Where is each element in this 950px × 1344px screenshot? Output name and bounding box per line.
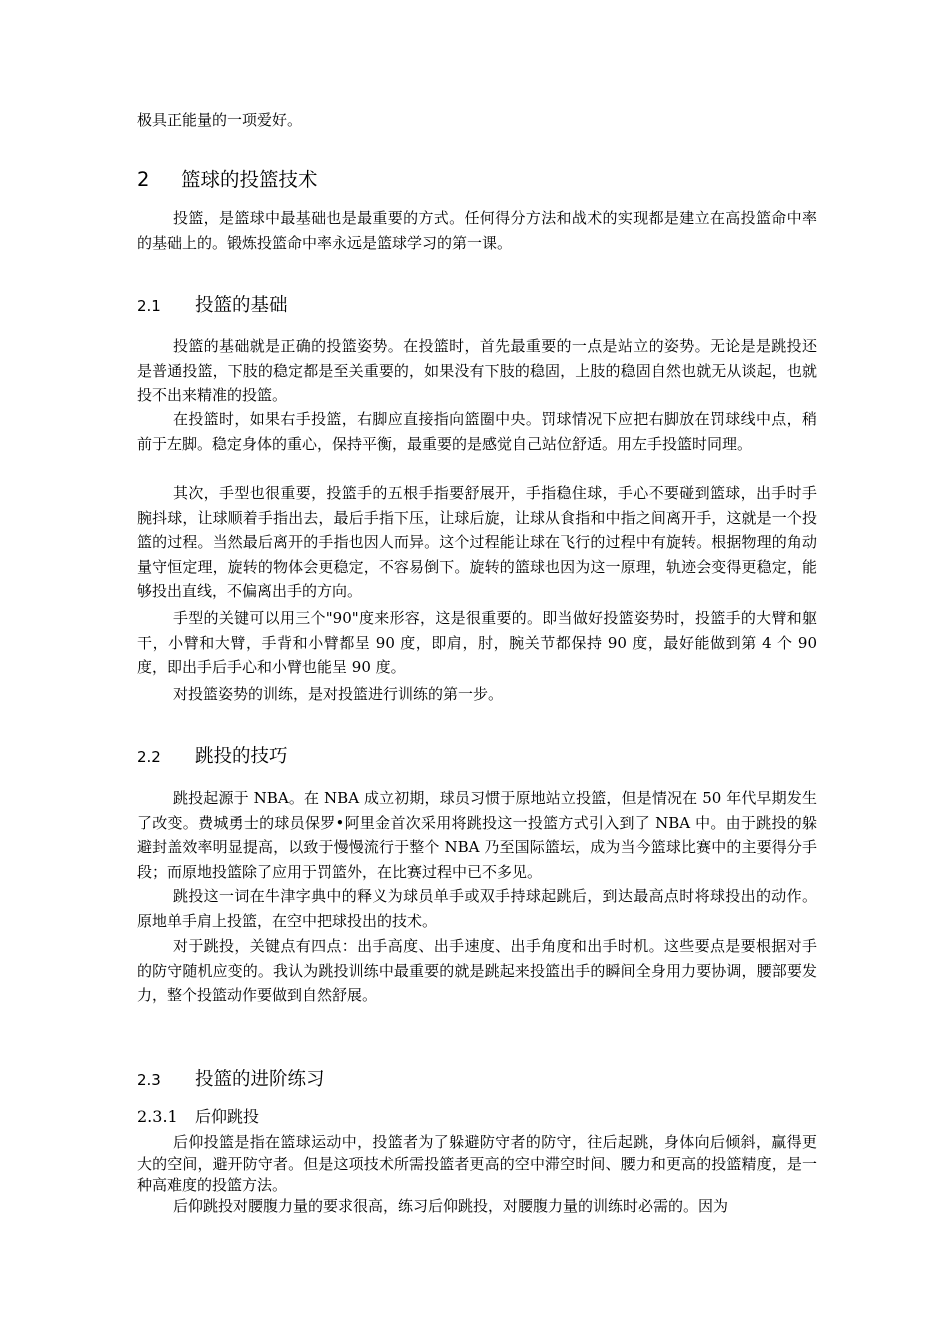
section-2-title: 篮球的投篮技术 <box>181 168 318 191</box>
section-2-3-title: 投篮的进阶练习 <box>195 1069 325 1090</box>
section-2-2-paragraph-2: 跳投这一词在牛津字典中的释义为球员单手或双手持球起跳后，到达最高点时将球投出的动作。原地单手肩上投篮，在空中把球投出的技术。 <box>137 887 817 930</box>
continuation-paragraph: 极具正能量的一项爱好。 <box>137 111 303 129</box>
section-2-1-paragraph-1: 投篮的基础就是正确的投篮姿势。在投篮时，首先最重要的一点是站立的姿势。无论是是跳投还是普通投篮，下肢的稳定都是至关重要的，如果没有下肢的稳固，上肢的稳固自然也就无从谈起，也就投不出来精准的投篮。 <box>137 337 817 404</box>
section-2-3-1-heading <box>137 1106 259 1128</box>
section-2-1-number: 2.1 <box>137 297 161 315</box>
section-2-3-1-title: 后仰跳投 <box>195 1107 260 1126</box>
section-2-1-title: 投篮的基础 <box>195 295 288 316</box>
section-2-1-paragraph-5: 对投篮姿势的训练，是对投篮进行训练的第一步。 <box>173 685 504 703</box>
section-2-1-paragraph-4: 手型的关键可以用三个"90"度来形容，这是很重要的。即当做好投篮姿势时，投篮手的大臂和躯干，小臂和大臂，手背和小臂都呈 90 度，即肩，肘，腕关节都保持 90 度，最好能做到第 4 个 90 度，即出手后手心和小臂也能呈 90 度。 <box>137 609 817 676</box>
section-2-heading <box>137 167 318 193</box>
section-2-1-heading <box>137 293 288 319</box>
section-2-3-1-number: 2.3.1 <box>137 1107 178 1126</box>
section-2-2-number: 2.2 <box>137 748 161 766</box>
section-2-3-heading <box>137 1067 325 1093</box>
section-2-2-heading <box>137 744 288 770</box>
section-2-number: 2 <box>137 168 150 191</box>
section-2-2-paragraph-1: 跳投起源于 NBA。在 NBA 成立初期，球员习惯于原地站立投篮，但是情况在 50 年代早期发生了改变。费城勇士的球员保罗•阿里金首次采用将跳投这一投篮方式引入到了 NBA 中。由于跳投的躲避封盖效率明显提高，以致于慢慢流行于整个 NBA 乃至国际篮坛，成为当今篮球比赛中的主要得分手段；而原地投篮除了应用于罚篮外，在比赛过程中已不多见。 <box>137 789 817 881</box>
section-2-3-1-paragraph-1: 后仰投篮是指在篮球运动中，投篮者为了躲避防守者的防守，往后起跳，身体向后倾斜，赢得更大的空间，避开防守者。但是这项技术所需投篮者更高的空中滞空时间、腰力和更高的投篮精度，是一种高难度的投篮方法。 <box>137 1133 817 1194</box>
section-2-paragraph: 投篮，是篮球中最基础也是最重要的方式。任何得分方法和战术的实现都是建立在高投篮命中率的基础上的。锻炼投篮命中率永远是篮球学习的第一课。 <box>137 209 817 252</box>
section-2-3-number: 2.3 <box>137 1071 161 1089</box>
section-2-3-1-paragraph-2: 后仰跳投对腰腹力量的要求很高，练习后仰跳投，对腰腹力量的训练时必需的。因为 <box>173 1197 729 1215</box>
section-2-1-paragraph-2: 在投篮时，如果右手投篮，右脚应直接指向篮圈中央。罚球情况下应把右脚放在罚球线中点，稍前于左脚。稳定身体的重心，保持平衡，最重要的是感觉自己站位舒适。用左手投篮时同理。 <box>137 410 817 453</box>
section-2-2-title: 跳投的技巧 <box>195 746 288 767</box>
section-2-2-paragraph-3: 对于跳投，关键点有四点：出手高度、出手速度、出手角度和出手时机。这些要点是要根据对手的防守随机应变的。我认为跳投训练中最重要的就是跳起来投篮出手的瞬间全身用力要协调，腰部要发力，整个投篮动作要做到自然舒展。 <box>137 937 817 1004</box>
section-2-1-paragraph-3: 其次，手型也很重要，投篮手的五根手指要舒展开，手指稳住球，手心不要碰到篮球，出手时手腕抖球，让球顺着手指出去，最后手指下压，让球后旋，让球从食指和中指之间离开手，这就是一个投篮的过程。当然最后离开的手指也因人而异。这个过程能让球在飞行的过程中有旋转。根据物理的角动量守恒定理，旋转的物体会更稳定，不容易倒下。旋转的篮球也因为这一原理，轨迹会变得更稳定，能够投出直线，不偏离出手的方向。 <box>137 484 817 600</box>
